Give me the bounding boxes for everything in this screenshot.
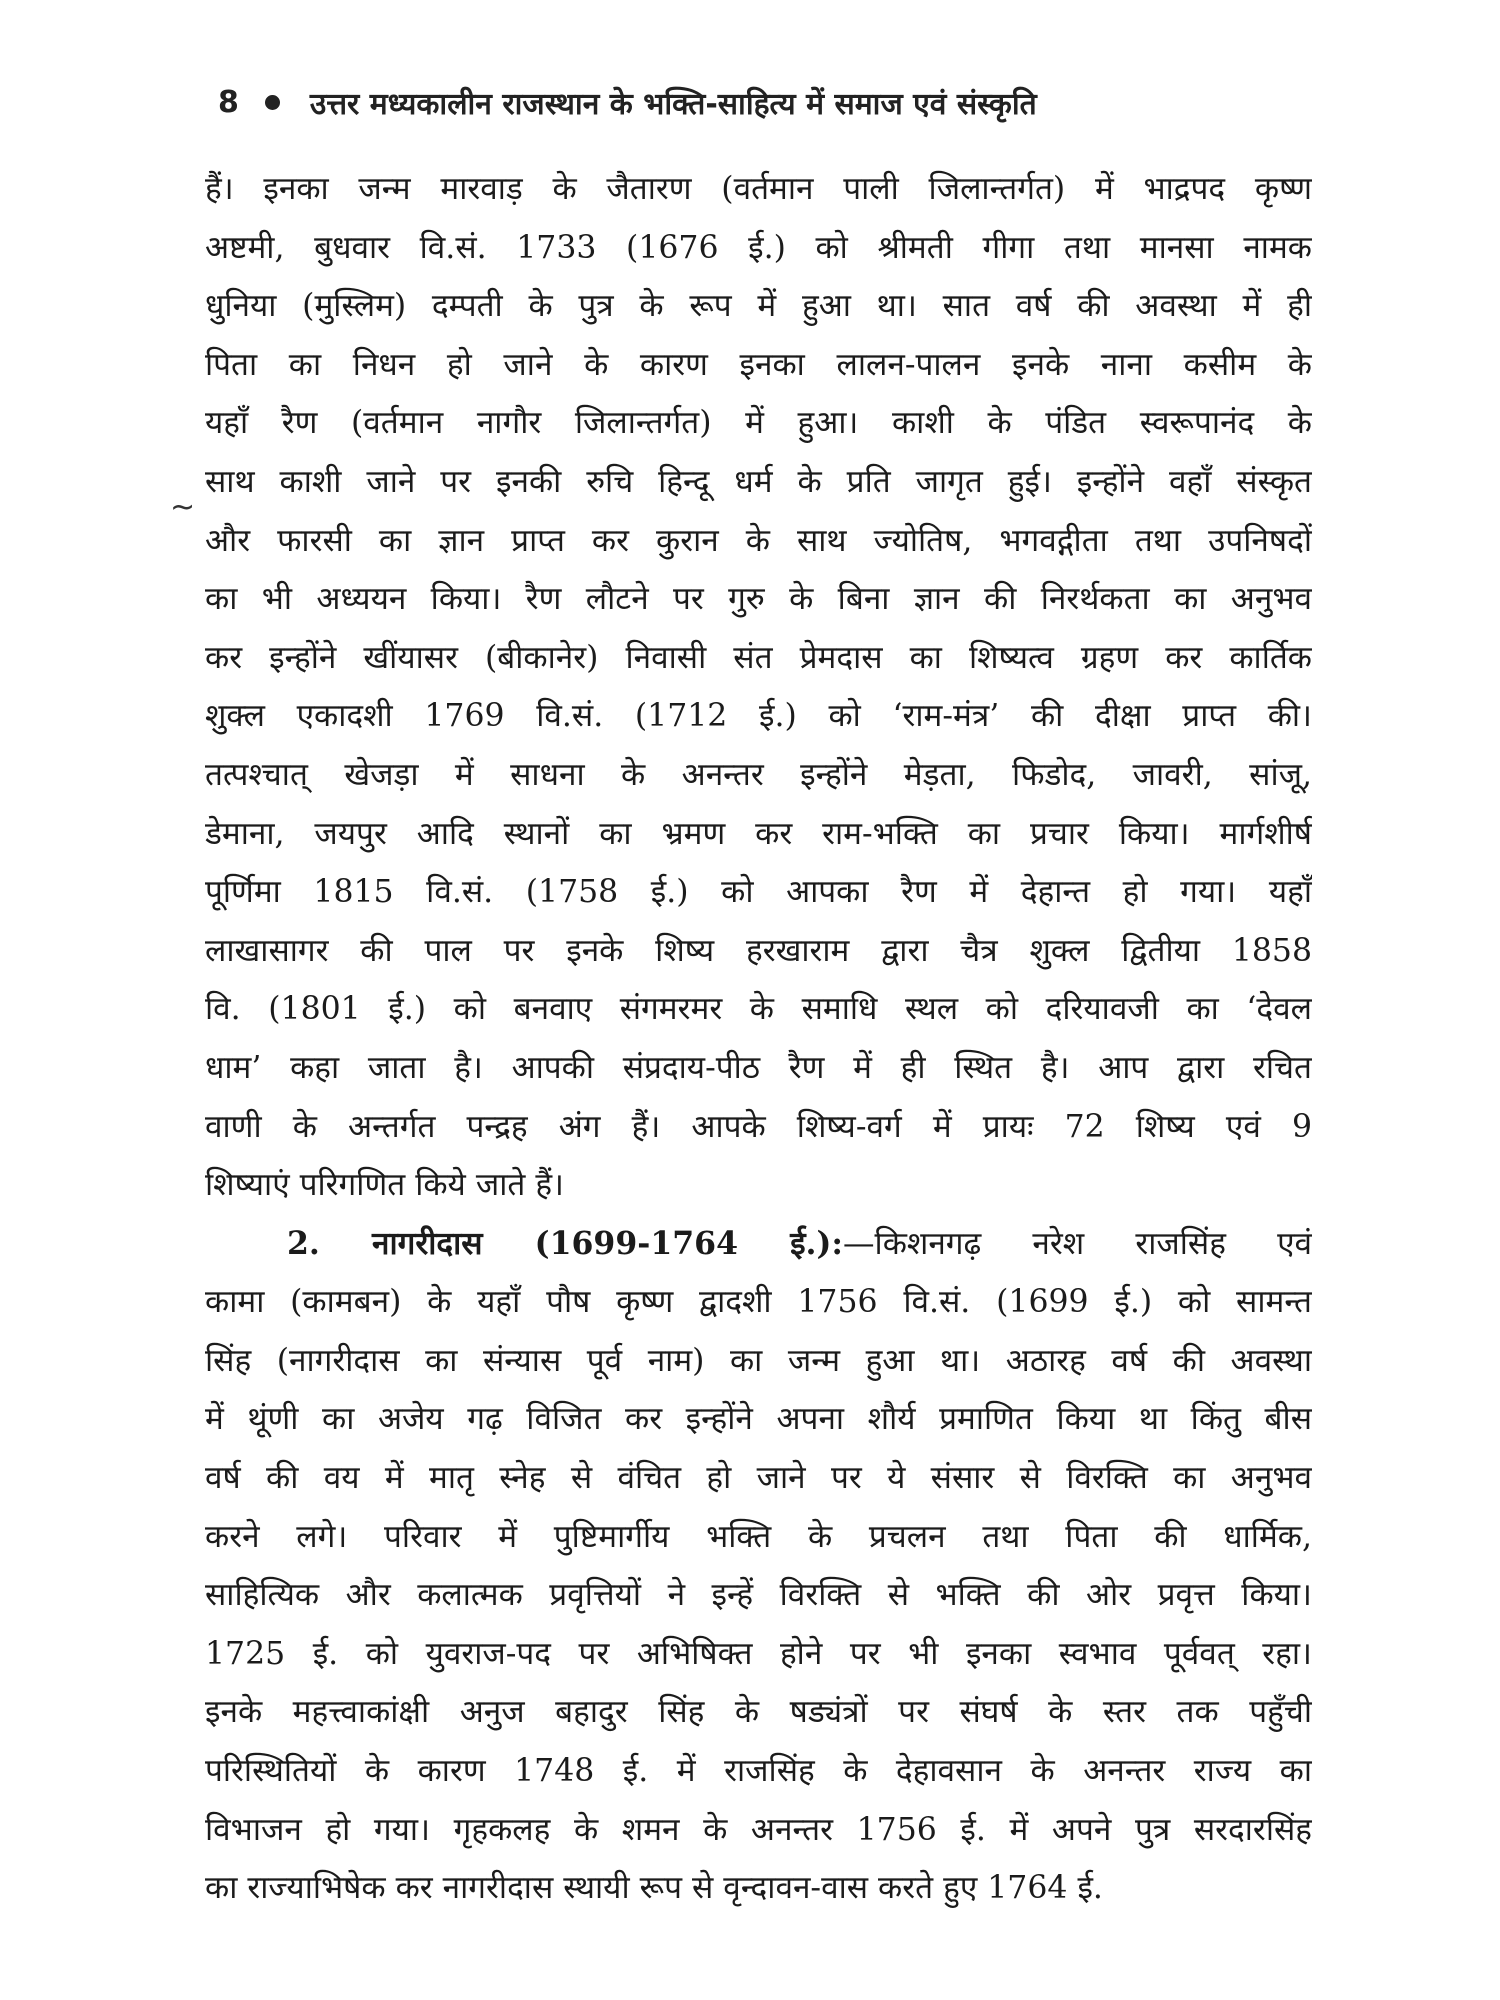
text-line: यहाँ रैण (वर्तमान नागौर जिलान्तर्गत) में हुआ। काशी के पंडित स्वरूपानंद के	[205, 405, 1312, 442]
text-line: पूर्णिमा 1815 वि.सं. (1758 ई.) को आपका रैण में देहान्त हो गया। यहाँ	[205, 874, 1312, 911]
text-line: परिस्थितियों के कारण 1748 ई. में राजसिंह के देहावसान के अनन्तर राज्य का	[205, 1753, 1312, 1790]
page-number: 8	[218, 84, 239, 120]
text-line: तत्पश्चात् खेजड़ा में साधना के अनन्तर इन्होंने मेड़ता, फिडोद, जावरी, सांजू,	[205, 756, 1312, 793]
text-line: कामा (कामबन) के यहाँ पौष कृष्ण द्वादशी 1756 वि.सं. (1699 ई.) को सामन्त	[205, 1284, 1312, 1321]
text-line: करने लगे। परिवार में पुष्टिमार्गीय भक्ति के प्रचलन तथा पिता की धार्मिक,	[205, 1518, 1312, 1555]
text-line: वि. (1801 ई.) को बनवाए संगमरमर के समाधि स्थल को दरियावजी का ‘देवल	[205, 991, 1312, 1028]
text-line: का भी अध्ययन किया। रैण लौटने पर गुरु के बिना ज्ञान की निरर्थकता का अनुभव	[205, 581, 1312, 618]
bullet-dot	[265, 95, 280, 110]
text-line: इनके महत्त्वाकांक्षी अनुज बहादुर सिंह के षड्यंत्रों पर संघर्ष के स्तर तक पहुँची	[205, 1694, 1312, 1731]
text-line: और फारसी का ज्ञान प्राप्त कर कुरान के साथ ज्योतिष, भगवद्गीता तथा उपनिषदों	[205, 522, 1312, 559]
section-2-heading: 2. नागरीदास (1699-1764 ई.):	[287, 1224, 844, 1262]
text-line: पिता का निधन हो जाने के कारण इनका लालन-पालन इनके नाना कसीम के	[205, 346, 1312, 383]
text-line: 1725 ई. को युवराज-पद पर अभिषिक्त होने पर भी इनका स्वभाव पूर्ववत् रहा।	[205, 1635, 1312, 1672]
text-line: शुक्ल एकादशी 1769 वि.सं. (1712 ई.) को ‘राम-मंत्र’ की दीक्षा प्राप्त की।	[205, 698, 1312, 735]
text-line: धुनिया (मुस्लिम) दम्पती के पुत्र के रूप में हुआ था। सात वर्ष की अवस्था में ही	[205, 288, 1312, 325]
text-line: में थूंणी का अजेय गढ़ विजित कर इन्होंने अपना शौर्य प्रमाणित किया था किंतु बीस	[205, 1401, 1312, 1438]
text-line: कर इन्होंने खींयासर (बीकानेर) निवासी संत प्रेमदास का शिष्यत्व ग्रहण कर कार्तिक	[205, 639, 1312, 676]
text-line: हैं। इनका जन्म मारवाड़ के जैतारण (वर्तमान पाली जिलान्तर्गत) में भाद्रपद कृष्ण	[205, 171, 1312, 207]
text-line: धाम’ कहा जाता है। आपकी संप्रदाय-पीठ रैण में ही स्थित है। आप द्वारा रचित	[205, 1049, 1312, 1086]
text-line: लाखासागर की पाल पर इनके शिष्य हरखाराम द्वारा चैत्र शुक्ल द्वितीया 1858	[205, 932, 1312, 969]
text-line: साहित्यिक और कलात्मक प्रवृत्तियों ने इन्हें विरक्ति से भक्ति की ओर प्रवृत्त किया।	[205, 1577, 1312, 1614]
margin-pencil-mark: ~	[170, 490, 196, 525]
text-line: का राज्याभिषेक कर नागरीदास स्थायी रूप से वृन्दावन-वास करते हुए 1764 ई.	[205, 1870, 1103, 1907]
text-line: शिष्याएं परिगणित किये जाते हैं।	[205, 1167, 564, 1204]
section-2-heading-rest: —किशनगढ़ नरेश राजसिंह एवं	[843, 1225, 1312, 1262]
text-line: साथ काशी जाने पर इनकी रुचि हिन्दू धर्म के प्रति जागृत हुई। इन्होंने वहाँ संस्कृत	[205, 463, 1312, 500]
page-header	[218, 72, 1258, 132]
body-text	[205, 160, 1312, 1918]
text-line: वाणी के अन्तर्गत पन्द्रह अंग हैं। आपके शिष्य-वर्ग में प्रायः 72 शिष्य एवं 9	[205, 1108, 1312, 1145]
text-line: विभाजन हो गया। गृहकलह के शमन के अनन्तर 1756 ई. में अपने पुत्र सरदारसिंह	[205, 1811, 1312, 1848]
text-line: वर्ष की वय में मातृ स्नेह से वंचित हो जाने पर ये संसार से विरक्ति का अनुभव	[205, 1460, 1312, 1497]
text-line: सिंह (नागरीदास का संन्यास पूर्व नाम) का जन्म हुआ था। अठारह वर्ष की अवस्था	[205, 1342, 1312, 1379]
section-heading-line	[205, 1215, 1312, 1274]
running-title: उत्तर मध्यकालीन राजस्थान के भक्ति-साहित्य में समाज एवं संस्कृति	[309, 86, 1037, 122]
text-line: अष्टमी, बुधवार वि.सं. 1733 (1676 ई.) को श्रीमती गीगा तथा मानसा नामक	[205, 229, 1312, 266]
text-line: डेमाना, जयपुर आदि स्थानों का भ्रमण कर राम-भक्ति का प्रचार किया। मार्गशीर्ष	[205, 815, 1312, 852]
